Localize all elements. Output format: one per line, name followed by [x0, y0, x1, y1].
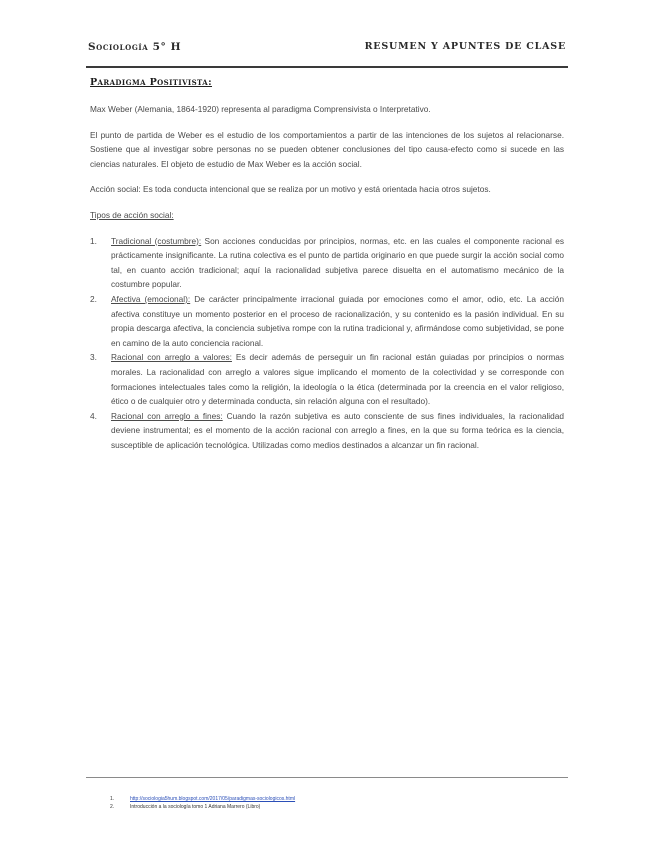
list-text: Es decir además de perseguir un fin racional están guiadas por principios o normas morales. La racionalidad con arreglo a valores sigue implicando el momento de la colectividad y se corresponde con formaciones intelectuales tales como la religión, la ideología o la ética (determinada por la creencia en el valor religioso, ético o de cualquier otro y determinada conducta, sin relación alguna con el resultado).: [111, 352, 565, 407]
footnote-divider: [86, 777, 568, 778]
list-term: Afectiva (emocional):: [111, 293, 191, 304]
footnote-number: 2.: [110, 804, 115, 810]
header-course-title: Sociología 5° H: [88, 41, 182, 53]
list-number: 3.: [90, 352, 97, 363]
intro-paragraph: Max Weber (Alemania, 1864-1920) representa al paradigma Comprensivista o Interpretativo.: [90, 104, 431, 114]
list-text: De carácter principalmente irracional guiada por emociones como el amor, odio, etc. La acción afectiva constituye un momento posterior en el proceso de racionalización, y su contenido es la pasión individual. En su propia descarga afectiva, la conciencia subjetiva rompe con la rutina tradicional y, afirmándose como subjetividad, se pone en camino de la auto conciencia racional.: [111, 293, 564, 348]
footnote-text: Introducción a la sociología tomo 1 Adriana Marrero (Libro): [130, 804, 261, 810]
weber-paragraph: El punto de partida de Weber es el estudio de los comportamientos a partir de las intenciones de los sujetos al relacionarse. Sostiene que al investigar sobre personas no se pueden obtener conclusiones del tipo causa-efecto como si sucede en las ciencias naturales. El objeto de estudio de Max Weber es la acción social.: [90, 129, 564, 169]
list-number: 2.: [90, 293, 97, 304]
footnote-1: [110, 795, 550, 803]
list-item-fines: [90, 409, 564, 453]
footnote-number: 1.: [110, 796, 115, 802]
header-document-type: RESUMEN Y APUNTES DE CLASE: [364, 41, 566, 52]
list-term: Racional con arreglo a valores:: [111, 352, 232, 363]
action-types-list: [90, 234, 564, 453]
list-term: Racional con arreglo a fines:: [111, 410, 223, 421]
footnotes: [110, 795, 550, 811]
list-text: Cuando la razón subjetiva es auto consciente de sus fines individuales, la racionalidad deviene instrumental; es el momento de la acción racional con arreglo a fines, en la que su forma teórica es la ciencia, susceptible de aplicación tecnológica. Utilizadas como medios destinados a alcanzar un fin racional.: [111, 410, 564, 450]
list-text: Son acciones conducidas por principios, normas, etc. en las cuales el componente racional es prácticamente insignificante. La rutina colectiva es el punto de partida originario en que puede surgir la acción social como tal, en cuanto acción tradicional; aquí la racionalidad subjetiva parece disuelta en el automatismo mecánico de la costumbre popular.: [111, 235, 564, 290]
document-body: [90, 77, 564, 452]
list-item-valores: [90, 350, 564, 408]
section-title: Paradigma Positivista:: [90, 77, 213, 88]
footnote-link[interactable]: http://sociologia5hum.blogspot.com/2017/05/paradigmas-sociologicos.html: [130, 796, 296, 802]
list-item-afectiva: [90, 292, 564, 350]
list-item-tradicional: [90, 234, 564, 292]
list-number: 4.: [90, 410, 97, 421]
header-divider: [86, 66, 568, 68]
types-subheading: Tipos de acción social:: [90, 209, 174, 220]
list-term: Tradicional (costumbre):: [111, 235, 202, 246]
page-header: [88, 41, 566, 57]
social-action-definition: Acción social: Es toda conducta intencional que se realiza por un motivo y está orientada hacia otros sujetos.: [90, 184, 491, 195]
list-number: 1.: [90, 235, 97, 246]
footnote-2: [110, 803, 550, 811]
